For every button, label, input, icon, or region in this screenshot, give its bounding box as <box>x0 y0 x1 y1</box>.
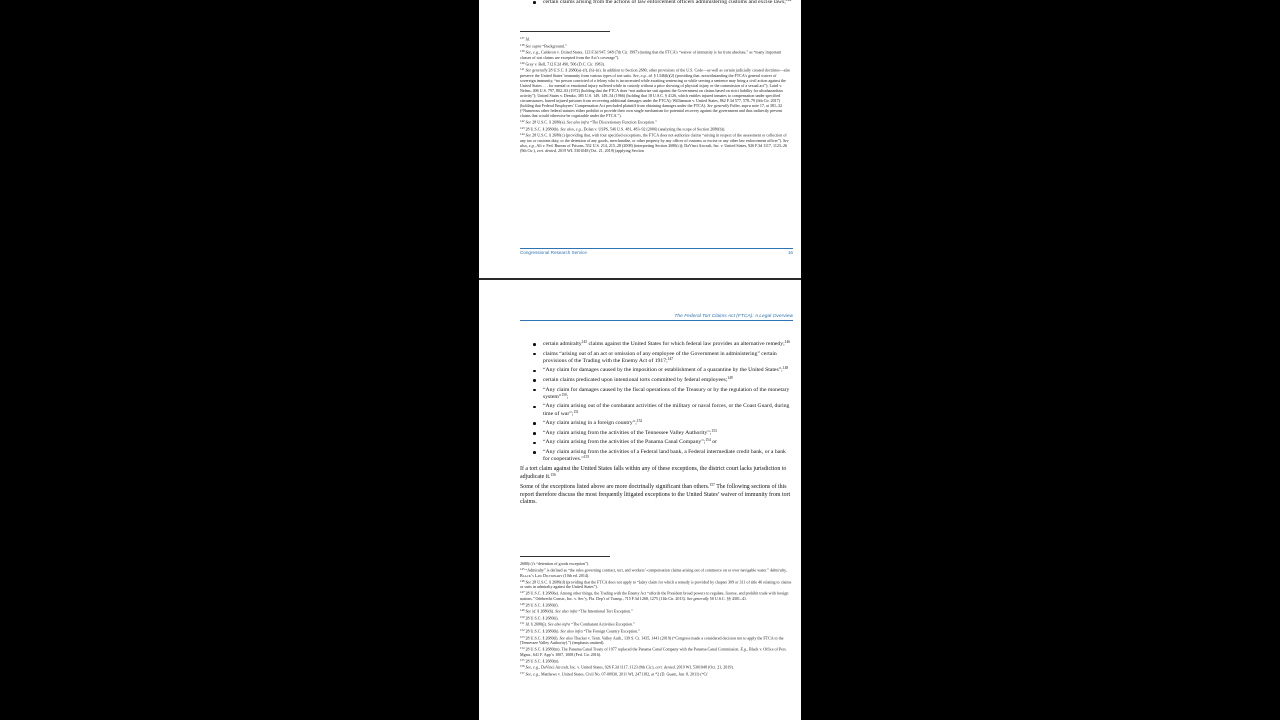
footnote <box>520 635 793 645</box>
footnote <box>520 36 793 41</box>
page-number: 16 <box>787 250 793 255</box>
footnote <box>520 561 793 566</box>
exception-list-continued <box>520 0 793 6</box>
footnote-number: 147 <box>520 590 525 595</box>
footnote <box>520 602 793 607</box>
footnote-number: 140 <box>520 60 525 65</box>
list-item: “Any claim arising from the activities of a Federal land bank, a Federal intermediate credit bank, or a bank for cooperatives.”$^{155}$ <box>520 449 793 463</box>
list-item: certain admiralty$^{145}$ claims against the United States for which federal law provides an alternative remedy;$^{146}$ <box>520 341 793 348</box>
footnote-text: See 28 U.S.C. § 2680(a). See also infra “The Discretionary Function Exception.” <box>525 119 657 125</box>
footnote-number: 138 <box>520 42 525 47</box>
footnote-text: 28 U.S.C. § 2680(i). <box>525 615 559 621</box>
footnote-number: 139 <box>520 49 525 54</box>
list-item: “Any claim for damages caused by the fiscal operations of the Treasury or by the regulation of the monetary system”$^{150}$; <box>520 387 793 401</box>
page-body <box>520 341 793 509</box>
footnote-text: 28 U.S.C. § 2680(b). See also, e.g., Dolan v. USPS, 546 U.S. 481, 483–92 (2006) (analyzing the scope of Section 2680(b)). <box>525 126 726 132</box>
footer-divider <box>520 248 793 249</box>
footnote <box>520 621 793 626</box>
footnote <box>520 628 793 633</box>
list-item: certain claims arising from the actions of law enforcement officers administering customs and excise laws; <box>520 0 793 6</box>
footnotes <box>520 556 793 677</box>
footnote <box>520 49 793 59</box>
list-item: “Any claim arising from the activities of the Tennessee Valley Authority”;$^{153}$ <box>520 430 793 437</box>
footnote <box>520 579 793 589</box>
footnote-separator <box>520 556 610 557</box>
footnote-number: 156 <box>520 664 525 669</box>
footnote-separator <box>520 31 610 32</box>
footnote-number: 157 <box>520 670 525 675</box>
footnote-number: 153 <box>520 634 525 639</box>
footnote <box>520 67 793 118</box>
footnote-number: 142 <box>520 119 525 124</box>
footnote-text: 28 U.S.C. § 2680(e). Among other things, the Trading with the Enemy Act “affords the President broad powers to regulate, license, and prohibit trade with foreign nations.” Odebrecht Constr., Inc. v. Sec’y, Fla. Dep’t of Transp., 715 F.3d 1268, 1275 (11th Cir. 2013). See generally 50 U.S.C. §§ 4301–41. <box>520 590 789 601</box>
footnote-text: “Admiralty” is defined as “the rules governing contract, tort, and workers’-compensation claims arising out of commerce on or over navigable water.” Admiralty, Black’s Law Dictionary (10th ed. 2014). <box>520 567 788 578</box>
footnote-text: Gray v. Bell, 712 F.2d 490, 506 (D.C. Cir. 1983). <box>525 61 605 67</box>
document-page-16 <box>479 0 801 278</box>
footnote <box>520 671 793 676</box>
footnote-number: 154 <box>520 646 525 651</box>
footnote-number: 143 <box>520 125 525 130</box>
footnote <box>520 646 793 656</box>
footnote-text: See, e.g., Matthews v. United States, Civil No. 07-00930, 2011 WL 2471182, at *2 (D. Guam, Jun. 8, 2011) (“Cf <box>525 671 708 677</box>
footer-source: Congressional Research Service <box>520 250 587 255</box>
footnote-number: 144 <box>520 132 525 137</box>
list-item: certain claims predicated upon intentional torts committed by federal employees;$^{149}$ <box>520 377 793 384</box>
footnote-text: See, e.g., Calderon v. United States, 123 F.3d 947, 948 (7th Cir. 1997) (noting that the FTCA’s “waiver of immunity is far from absolute,” as “many important classes of tort claims are excepted from the Act’s coverage”). <box>520 49 782 60</box>
footnote <box>520 567 793 577</box>
list-item: “Any claim arising from the activities of the Panama Canal Company”;$^{154}$ or <box>520 439 793 446</box>
running-header-title: The Federal Tort Claims Act (FTCA): A Legal Overview <box>674 314 793 319</box>
footnote-number: 137 <box>520 36 525 40</box>
footnote-text: 2680(c)’s “detention of goods exception”). <box>520 561 590 566</box>
footnote-number: 152 <box>520 628 525 632</box>
footnote <box>520 132 793 153</box>
footnote-number: 151 <box>520 621 525 626</box>
paragraph-jurisdiction: If a tort claim against the United States falls within any of these exceptions, the district court lacks jurisdiction to adjudicate it.$^{156}$ <box>520 466 787 480</box>
footnote-number: 145 <box>520 567 525 572</box>
header-divider <box>520 320 793 321</box>
list-item: “Any claim for damages caused by the imposition or establishment of a quarantine by the United States”;$^{148}$ <box>520 367 793 374</box>
footnote-text: Id. § 2680(j). See also infra “The Combatant Activities Exception.” <box>525 621 635 627</box>
footnote-number: 146 <box>520 578 525 583</box>
footnote <box>520 43 793 48</box>
footnote <box>520 664 793 669</box>
footnote-text: See, e.g., DaVinci Aircraft, Inc. v. United States, 926 F.3d 1117, 1123 (9th Cir.), cert. denied, 2019 WL 5301048 (Oct. 21, 2019). <box>525 664 734 670</box>
footnote-text: See supra “Background.” <box>525 42 567 48</box>
exception-list <box>520 341 793 463</box>
footnote-text: See 28 U.S.C. § 2680(c) (providing that, with four specified exceptions, the FTCA does not authorize claims “arising in respect of the assessment or collection of any tax or customs duty, or the detention of any goods, merchandise, or other property by any officer of customs or excise or any other law enforcement officer”). See also, e.g., Ali v. Fed. Bureau of Prisons, 552 U.S. 214, 215–28 (2008) (interpreting Section 2680(c)); DaVinci Aircraft, Inc. v. United States, 926 F.3d 1117, 1123–26 (9th Cir.), cert. denied, 2019 WL 5301048 (Oct. 21, 2019) (applying Section <box>520 132 789 153</box>
footnote-text: 28 U.S.C. § 2680(f). <box>525 602 559 608</box>
footnote-text: See id. § 2680(h). See also infra “The Intentional Tort Exception.” <box>525 608 633 614</box>
footnote-number: 150 <box>520 614 525 619</box>
list-item: “Any claim arising in a foreign country”;$^{152}$ <box>520 420 793 427</box>
footnote-text: 28 U.S.C. § 2680(n). <box>525 658 560 664</box>
footnote-text: See generally 28 U.S.C. § 2680(a)–(f), (h)–(n). In addition to Section 2680, other provisions of the U.S. Code—as well as certain judicially created doctrines—also preserve the United States’ immunity from various types of tort suits. See, e.g., id. § 1346(b)(2) (providing that, notwithstanding the FTCA’s general waiver of sovereign immunity, “no person convicted of a felony who is incarcerated while awaiting sentencing or while serving a sentence may bring a civil action against the United States . . . for mental or emotional injury suffered while in custody without a prior showing of physical injury or the commission of a sexual act”); Laird v. Nelms, 406 U.S. 797, 802–03 (1972) (holding that the FTCA does “not authorize suit against the Government on claims based on strict liability for ultrahazardous activity”); United States v. Demko, 385 U.S. 149, 149–54 (1966) (holding that 18 U.S.C. § 4126, which entitles injured inmates to compensation under specified circumstances, barred injured prisoner from recovering additional damages under the FTCA); Williamson v. United States, 862 F.3d 577, 578–79 (6th Cir. 2017) (holding that Federal Employees’ Compensation Act precluded plaintiff from obtaining damages under the FTCA). See generally Fuller, supra note 17, at 381–32 (“Numerous other federal statutes either prohibit or provide their own single mechanism for potential recovery against the government and thus indirectly prevent claims that would otherwise be cognizable under the FTCA.”). <box>520 67 791 118</box>
footnote <box>520 126 793 131</box>
footnote-text: 28 U.S.C. § 2680(l). See also Thacker v. Tenn. Valley Auth., 139 S. Ct. 1435, 1441 (2019) (“Congress made a considered decision not to apply the FTCA to the [Tennessee Valley Authority].”) (emphasis omitted). <box>520 634 784 645</box>
paragraph-significance: Some of the exceptions listed above are more doctrinally significant than others.$^{157}$ The following sections of this report therefore discuss the most frequently litigated exceptions to the United States’ waiver of immunity from tort claims. <box>520 482 791 505</box>
footnote <box>520 608 793 613</box>
footnote <box>520 61 793 66</box>
footnote <box>520 119 793 124</box>
footnote-text: See 28 U.S.C. § 2680(d) (providing that the FTCA does not apply to “[a]ny claim for which a remedy is provided by chapter 309 or 311 of title 46 relating to claims or suits in admiralty against the United States”). <box>520 579 792 590</box>
list-item: claims “arising out of an act or omission of any employee of the Government in administering” certain provisions of the Trading with the Enemy Act of 1917;$^{147}$ <box>520 351 793 365</box>
footnote-number: 148 <box>520 601 525 606</box>
list-item: “Any claim arising out of the combatant activities of the military or naval forces, or the Coast Guard, during time of war”;$^{151}$ <box>520 403 793 417</box>
footnote-number: 149 <box>520 608 525 613</box>
footnote-number: 155 <box>520 657 525 662</box>
footnote-text: Id. <box>525 36 530 42</box>
footnote <box>520 615 793 620</box>
footnote <box>520 658 793 663</box>
page-body <box>520 0 793 9</box>
footnote <box>520 590 793 600</box>
document-page-17 <box>479 280 801 720</box>
footnote-text: 28 U.S.C. § 2680(k). See also infra “The Foreign Country Exception.” <box>525 628 640 634</box>
footnotes <box>520 31 793 154</box>
footnote-number: 141 <box>520 67 525 72</box>
footnote-text: 28 U.S.C. § 2680(m). The Panama Canal Treaty of 1977 replaced the Panama Canal Company with the Panama Canal Commission. E.g., Black v. Office of Pers. Mgmt., 641 F. App’x 1007, 1008 (Fed. Cir. 2016). <box>520 646 787 657</box>
